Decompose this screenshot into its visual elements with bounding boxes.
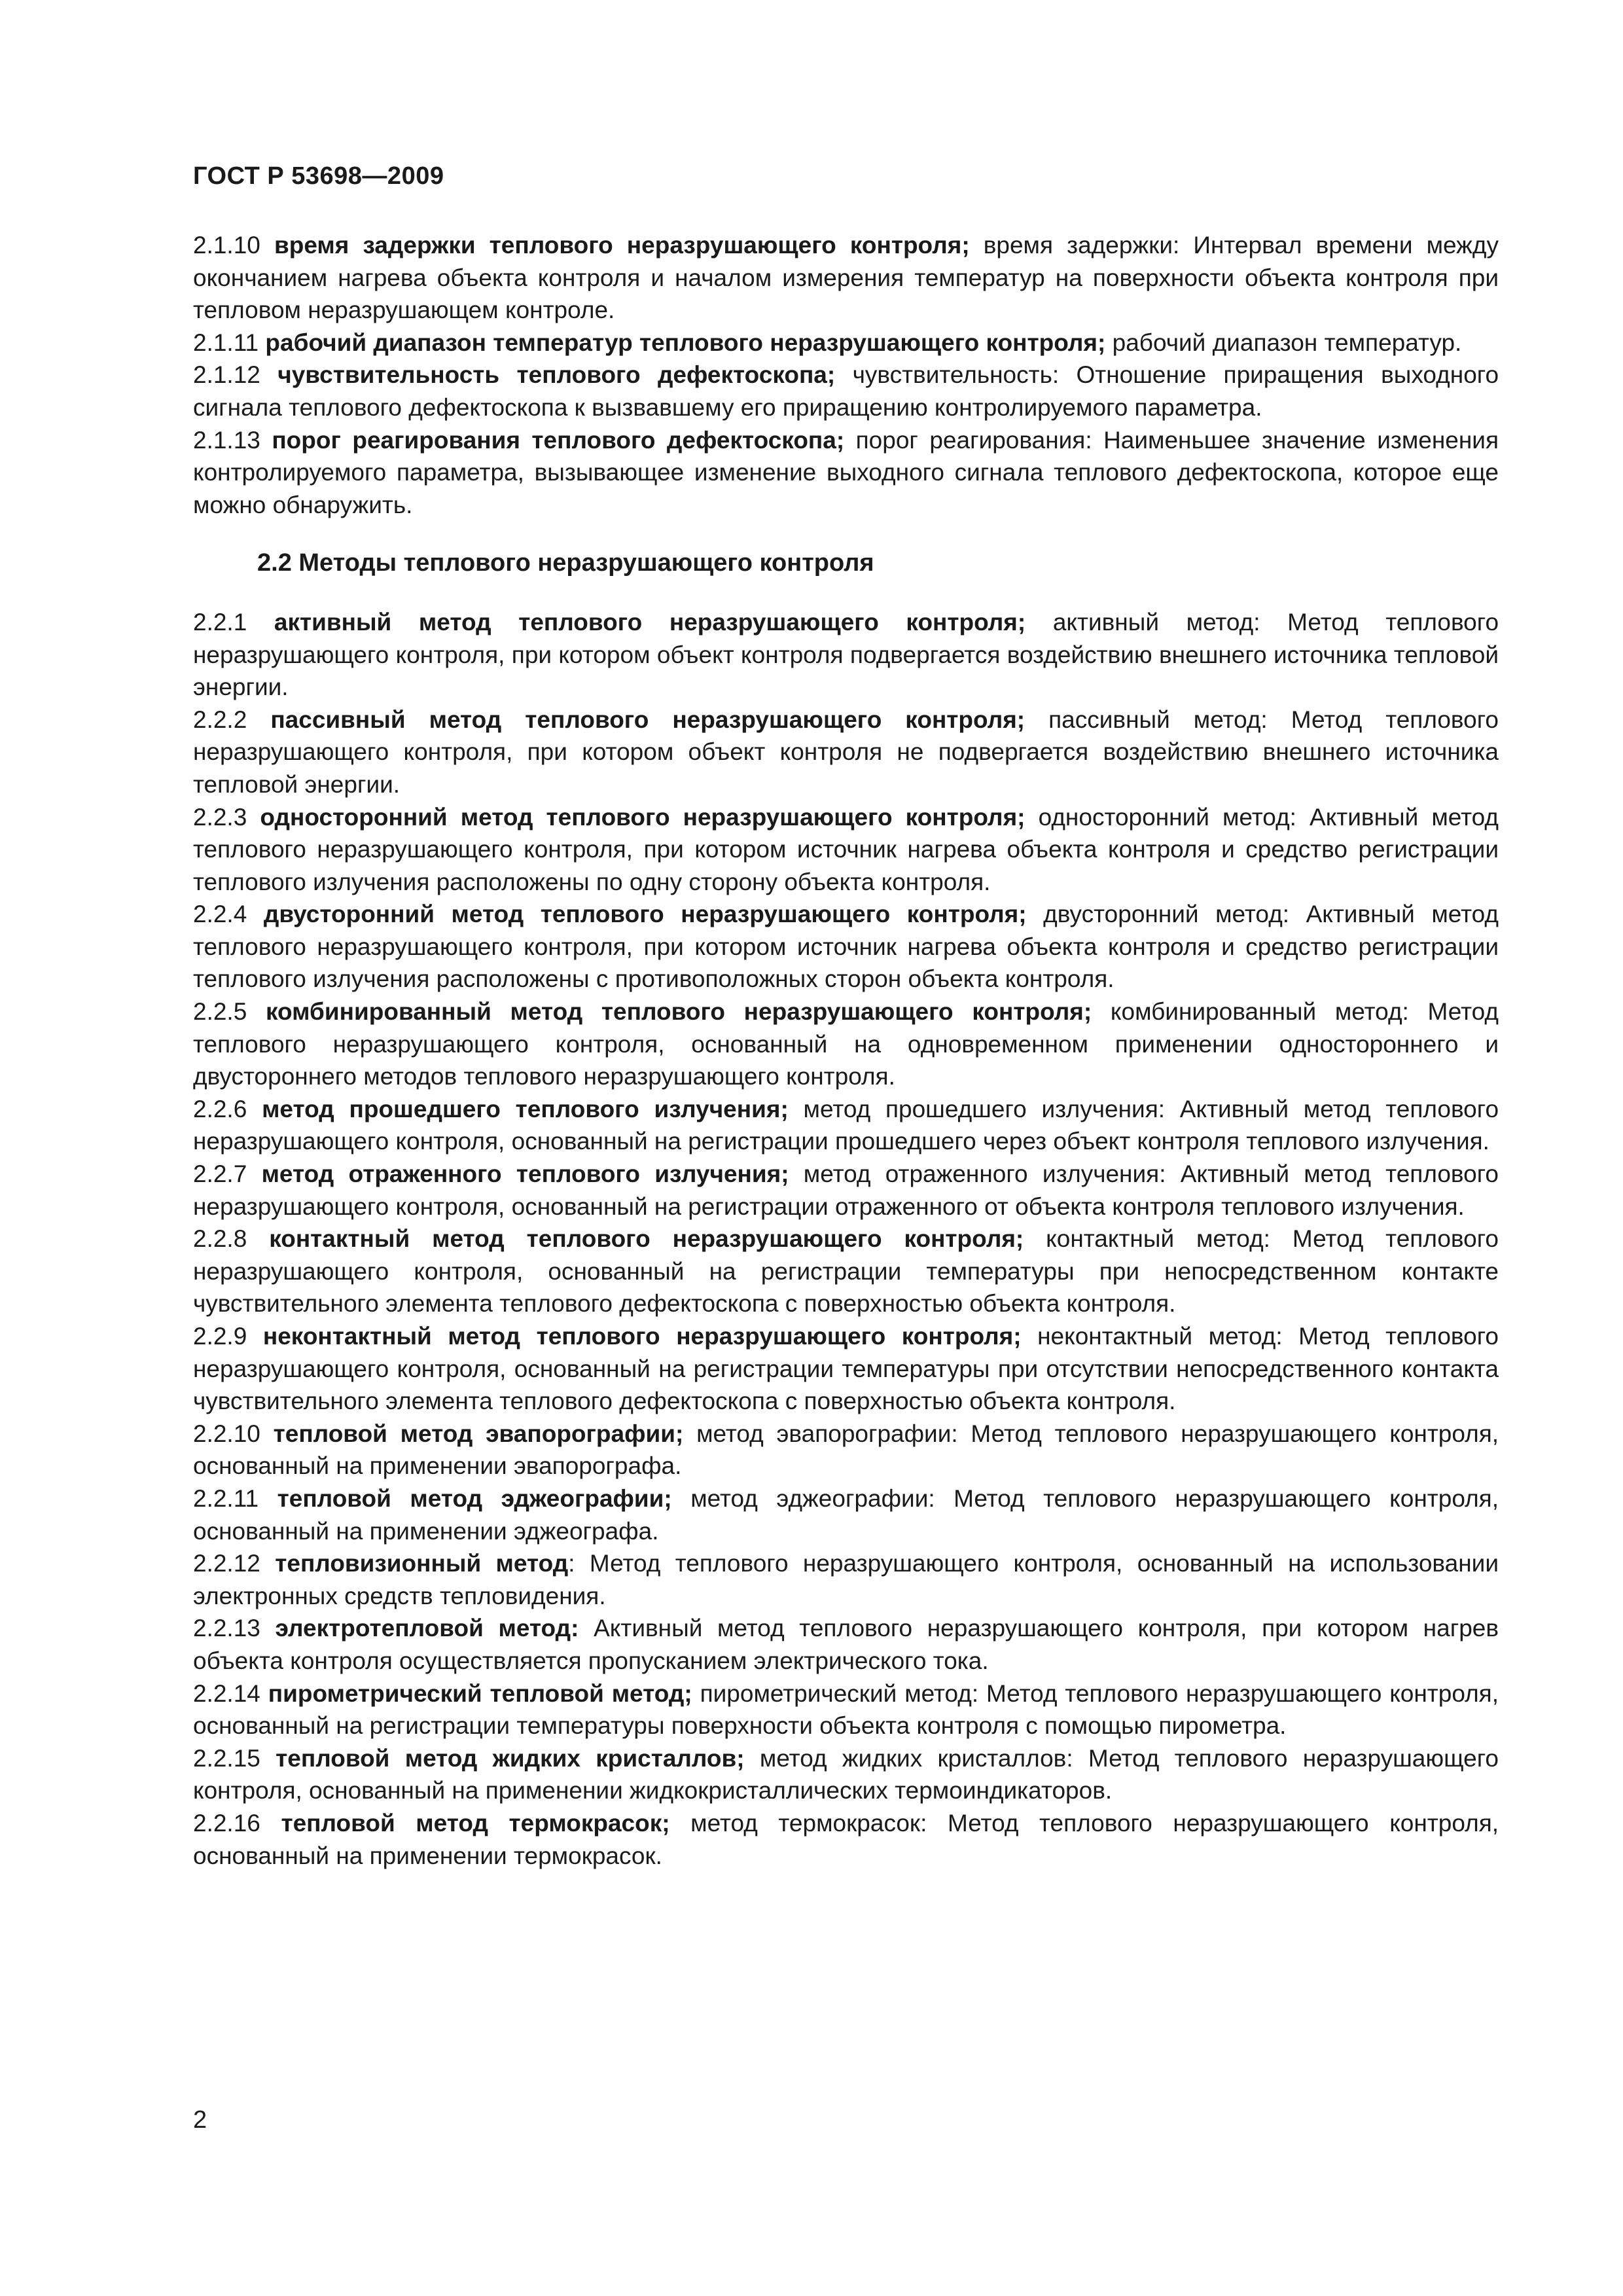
term-name: рабочий диапазон температур теплового неразрушающего контроля; [265,329,1106,356]
term-name: неконтактный метод теплового неразрушающего контроля; [262,1323,1022,1350]
term-number: 2.2.2 [193,706,247,733]
term-name: односторонний метод теплового неразрушающего контроля; [260,803,1026,831]
section-2-2-terms [193,606,1499,1872]
term-entry [193,1320,1499,1418]
term-name: чувствительность теплового дефектоскопа; [277,361,836,389]
term-name: пирометрический тепловой метод; [268,1679,692,1707]
term-number: 2.2.12 [193,1550,260,1577]
term-number: 2.1.10 [193,232,260,259]
term-name: метод прошедшего теплового излучения; [262,1095,789,1122]
term-entry [193,704,1499,801]
term-name: двусторонний метод теплового неразрушающего контроля; [263,901,1027,928]
page-number: 2 [193,2106,207,2134]
term-definition: порог реагирования: Наименьшее значение изменения контролируемого параметра, вызывающее изменение выходного сигнала теплового дефектоскопа, которое еще можно обнаружить. [193,426,1499,518]
term-entry [193,606,1499,704]
term-definition: метод эвапорографии: Метод теплового неразрушающего контроля, основанный на применении эвапорографа. [193,1420,1499,1480]
term-number: 2.2.7 [193,1160,247,1188]
term-number: 2.2.13 [193,1615,260,1642]
term-number: 2.2.6 [193,1095,247,1122]
term-number: 2.2.11 [193,1484,259,1512]
term-entry [193,1223,1499,1320]
term-entry [193,359,1499,423]
term-definition: метод термокрасок: Метод теплового неразрушающего контроля, основанный на применении термокрасок. [193,1809,1499,1869]
term-definition: метод отраженного излучения: Активный метод теплового неразрушающего контроля, основанный на регистрации отраженного от объекта контроля теплового излучения. [193,1160,1499,1220]
term-entry [193,229,1499,327]
term-number: 2.2.1 [193,608,247,636]
term-definition: односторонний метод: Активный метод теплового неразрушающего контроля, при котором источник нагрева объекта контроля и средство регистрации теплового излучения расположены по одну сторону объекта контроля. [193,803,1499,895]
term-definition: чувствительность: Отношение приращения выходного сигнала теплового дефектоскопа к вызвавшему его приращению контролируемого параметра. [193,361,1499,421]
term-definition: Активный метод теплового неразрушающего контроля, при котором нагрев объекта контроля осуществляется пропусканием электрического тока. [193,1615,1499,1674]
term-name: порог реагирования теплового дефектоскопа; [272,426,845,454]
term-entry [193,996,1499,1093]
term-name: время задержки теплового неразрушающего контроля; [274,232,970,259]
term-name: пассивный метод теплового неразрушающего контроля; [270,706,1026,733]
term-definition: метод эджеографии: Метод теплового неразрушающего контроля, основанный на применении эджеографа. [193,1484,1499,1545]
term-name: тепловой метод жидких кристаллов; [276,1744,745,1772]
term-definition: активный метод: Метод теплового неразрушающего контроля, при котором объект контроля подвергается воздействию внешнего источника тепловой энергии. [193,608,1499,701]
term-name: тепловой метод эджеографии; [277,1484,672,1512]
term-number: 2.2.3 [193,803,247,831]
term-entry [193,1482,1499,1547]
term-definition: комбинированный метод: Метод теплового неразрушающего контроля, основанный на одновременном применении одностороннего и двустороннего методов теплового неразрушающего контроля. [193,998,1499,1090]
term-entry [193,1742,1499,1807]
term-definition: неконтактный метод: Метод теплового неразрушающего контроля, основанный на регистрации температуры при отсутствии непосредственного контакта чувствительного элемента теплового дефектоскопа с поверхностью объекта контроля. [193,1323,1499,1415]
term-definition: время задержки: Интервал времени между окончанием нагрева объекта контроля и началом измерения температур на поверхности объекта контроля при тепловом неразрушающем контроле. [193,232,1499,324]
term-number: 2.2.9 [193,1323,247,1350]
section-heading: 2.2 Методы теплового неразрушающего контроля [257,549,874,577]
term-number: 2.1.13 [193,426,260,454]
term-number: 2.2.14 [193,1679,260,1707]
term-name: комбинированный метод теплового неразрушающего контроля; [266,998,1092,1026]
term-number: 2.1.11 [193,329,259,356]
term-name: тепловой метод эвапорографии; [273,1420,684,1447]
term-number: 2.2.16 [193,1809,260,1837]
term-entry [193,1547,1499,1612]
term-definition: метод жидких кристаллов: Метод теплового неразрушающего контроля, основанный на применении жидкокристаллических термоиндикаторов. [193,1744,1499,1804]
term-number: 2.2.8 [193,1225,247,1253]
term-number: 2.2.15 [193,1744,260,1772]
term-entry [193,1677,1499,1742]
term-name: контактный метод теплового неразрушающего контроля; [269,1225,1024,1253]
term-entry [193,327,1499,359]
term-number: 2.2.10 [193,1420,260,1447]
term-definition: метод прошедшего излучения: Активный метод теплового неразрушающего контроля, основанный на регистрации прошедшего через объект контроля теплового излучения. [193,1095,1499,1155]
term-entry [193,1612,1499,1677]
term-entry [193,1418,1499,1482]
term-name: электротепловой метод: [275,1615,579,1642]
term-number: 2.2.5 [193,998,247,1026]
term-definition: пассивный метод: Метод теплового неразрушающего контроля, при котором объект контроля не подвергается воздействию внешнего источника тепловой энергии. [193,706,1499,798]
section-2-1-terms [193,229,1499,521]
term-definition: рабочий диапазон температур. [1112,329,1462,356]
term-name: тепловизионный метод [275,1550,569,1577]
document-header: ГОСТ Р 53698—2009 [193,162,444,190]
term-number: 2.1.12 [193,361,260,389]
term-definition: двусторонний метод: Активный метод теплового неразрушающего контроля, при котором источник нагрева объекта контроля и средство регистрации теплового излучения расположены с противоположных сторон объекта контроля. [193,901,1499,993]
term-name: тепловой метод термокрасок; [281,1809,670,1837]
document-body [193,229,1499,1872]
term-entry [193,1158,1499,1223]
term-entry [193,1093,1499,1158]
term-entry [193,1807,1499,1872]
term-number: 2.2.4 [193,901,247,928]
term-definition: : Метод теплового неразрушающего контроля, основанный на использовании электронных средств тепловидения. [193,1550,1499,1609]
term-entry [193,424,1499,522]
term-entry [193,801,1499,899]
term-definition: контактный метод: Метод теплового неразрушающего контроля, основанный на регистрации температуры при непосредственном контакте чувствительного элемента теплового дефектоскопа с поверхностью объекта контроля. [193,1225,1499,1318]
term-name: активный метод теплового неразрушающего контроля; [274,608,1026,636]
term-entry [193,898,1499,996]
term-name: метод отраженного теплового излучения; [261,1160,789,1188]
term-definition: пирометрический метод: Метод теплового неразрушающего контроля, основанный на регистрации температуры поверхности объекта контроля с помощью пирометра. [193,1679,1499,1740]
